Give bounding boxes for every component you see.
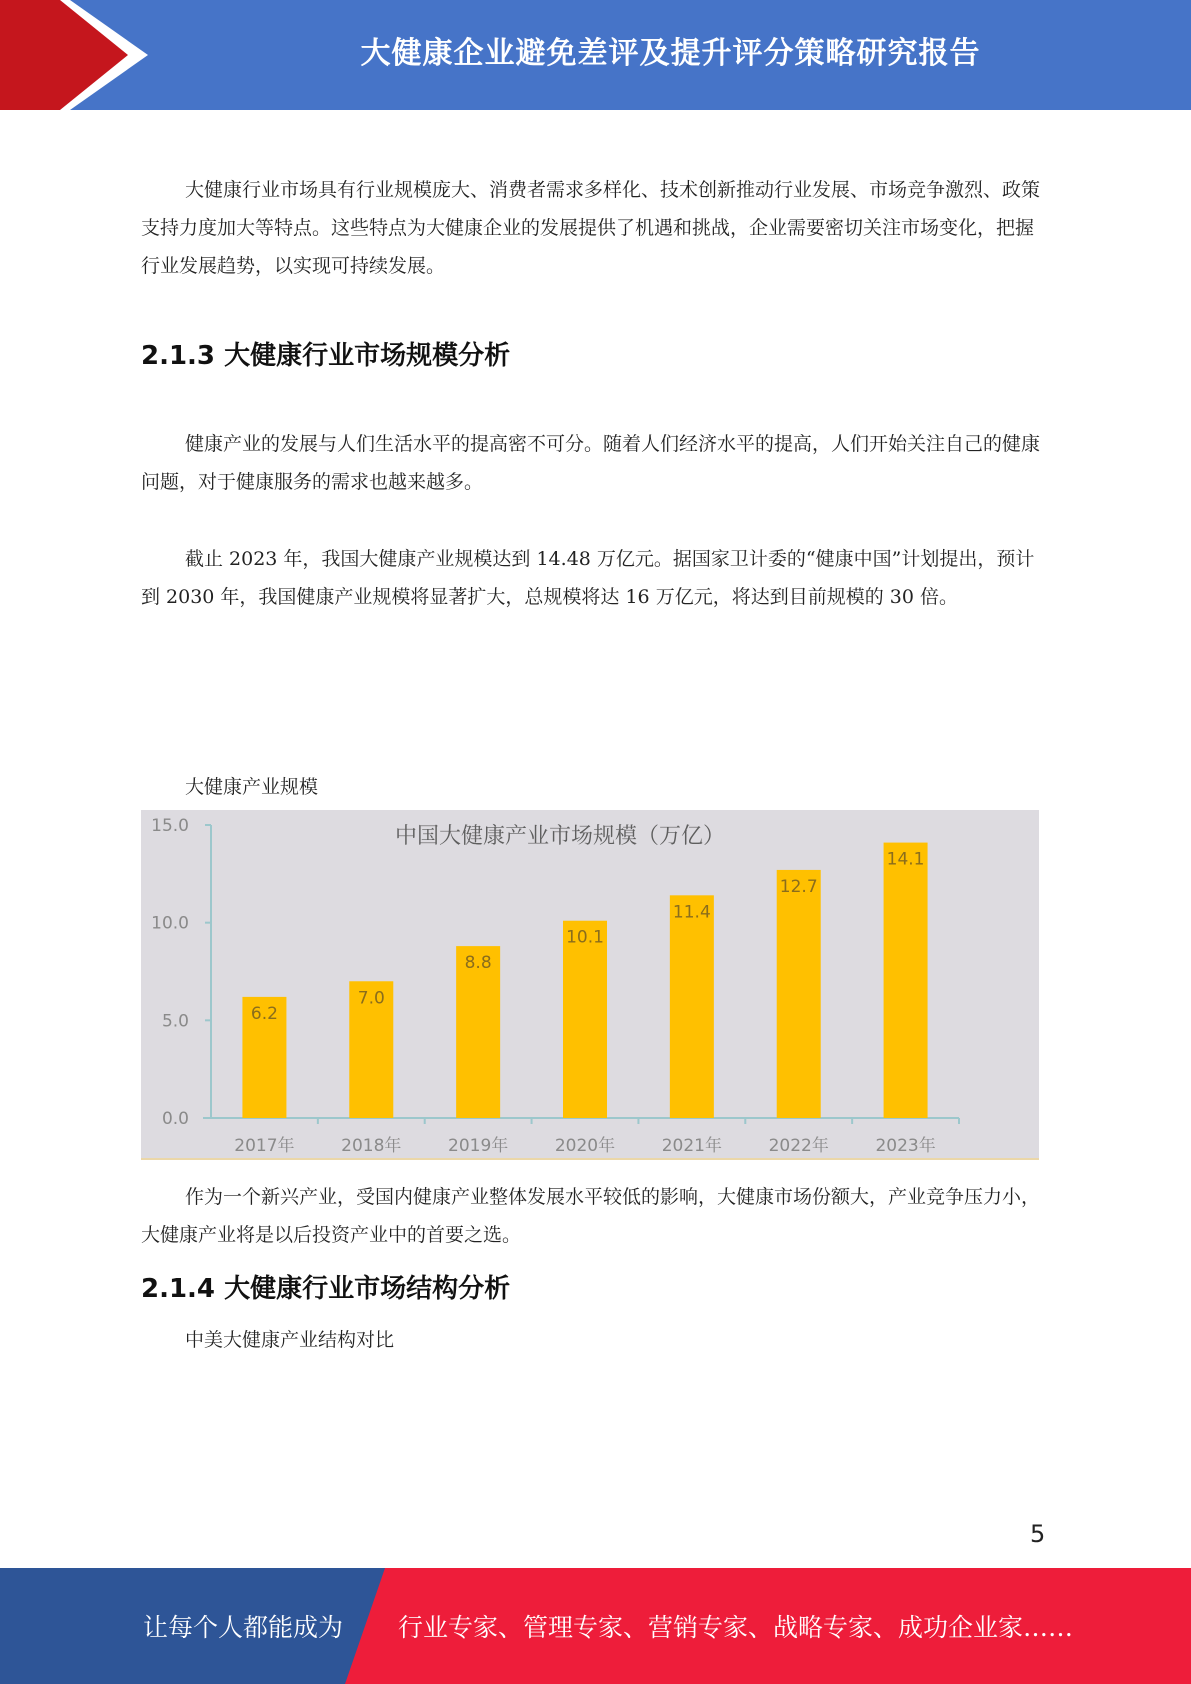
x-tick-label: 2020年 (554, 1136, 616, 1156)
chart-title: 中国大健康产业市场规模（万亿） (394, 824, 726, 849)
x-tick-label: 2023年 (875, 1136, 936, 1156)
section-heading-2-1-4: 2.1.4 大健康行业市场结构分析 (141, 1274, 511, 1304)
page-number: 5 (1030, 1520, 1046, 1548)
page-header (0, 0, 1191, 110)
bar-value-label: 10.1 (566, 927, 604, 948)
bar-chart-svg (141, 810, 1039, 1160)
bar-value-label: 12.7 (779, 876, 818, 897)
x-tick-label: 2018年 (341, 1136, 402, 1156)
x-tick-label: 2019年 (448, 1136, 509, 1156)
chart-bottom-border (141, 1158, 1039, 1160)
x-tick-label: 2022年 (768, 1136, 829, 1156)
x-tick-label: 2021年 (661, 1136, 722, 1156)
y-tick-label: 10.0 (151, 913, 189, 934)
footer-slogan-left: 让每个人都能成为 (143, 1613, 344, 1642)
y-tick-label: 15.0 (151, 816, 189, 836)
y-tick-label: 5.0 (161, 1011, 189, 1032)
bar-value-label: 11.4 (672, 902, 711, 923)
market-size-chart (141, 810, 1039, 1160)
health-industry-paragraph: 健康产业的发展与人们生活水平的提高密不可分。随着人们经济水平的提高，人们开始关注自己的健康问题，对于健康服务的需求也越来越多。 (141, 433, 1041, 493)
bar (884, 843, 928, 1118)
report-title: 大健康企业避免差评及提升评分策略研究报告 (360, 36, 981, 71)
header-arrow-decoration (0, 0, 160, 110)
bar (777, 870, 821, 1118)
bar (670, 895, 714, 1118)
footer-slogan-right: 行业专家、管理专家、营销专家、战略专家、成功企业家…… (398, 1613, 1074, 1642)
bar-value-label: 14.1 (886, 849, 925, 870)
y-tick-label: 0.0 (161, 1109, 189, 1129)
chart-caption: 大健康产业规模 (185, 776, 319, 798)
bar-value-label: 7.0 (357, 988, 385, 1009)
bar-value-label: 6.2 (250, 1003, 278, 1024)
intro-paragraph: 大健康行业市场具有行业规模庞大、消费者需求多样化、技术创新推动行业发展、市场竞争激烈、政策支持力度加大等特点。这些特点为大健康企业的发展提供了机遇和挑战，企业需要密切关注市场变化，把握行业发展趋势，以实现可持续发展。 (141, 179, 1041, 277)
emerging-industry-paragraph: 作为一个新兴产业，受国内健康产业整体发展水平较低的影响，大健康市场份额大，产业竞争压力小，大健康产业将是以后投资产业中的首要之选。 (141, 1186, 1041, 1246)
bar (563, 921, 607, 1118)
page-footer (0, 1568, 1191, 1684)
structure-caption: 中美大健康产业结构对比 (185, 1329, 395, 1351)
market-size-paragraph: 截止 2023 年，我国大健康产业规模达到 14.48 万亿元。据国家卫计委的“健康中国”计划提出，预计到 2030 年，我国健康产业规模将显著扩大，总规模将达 16 万亿元，将达到目前规模的 30 倍。 (141, 548, 1035, 608)
header-arrow-red (0, 0, 128, 110)
bar-value-label: 8.8 (464, 953, 492, 974)
section-heading-2-1-3: 2.1.3 大健康行业市场规模分析 (141, 341, 511, 371)
x-tick-label: 2017年 (234, 1136, 295, 1156)
